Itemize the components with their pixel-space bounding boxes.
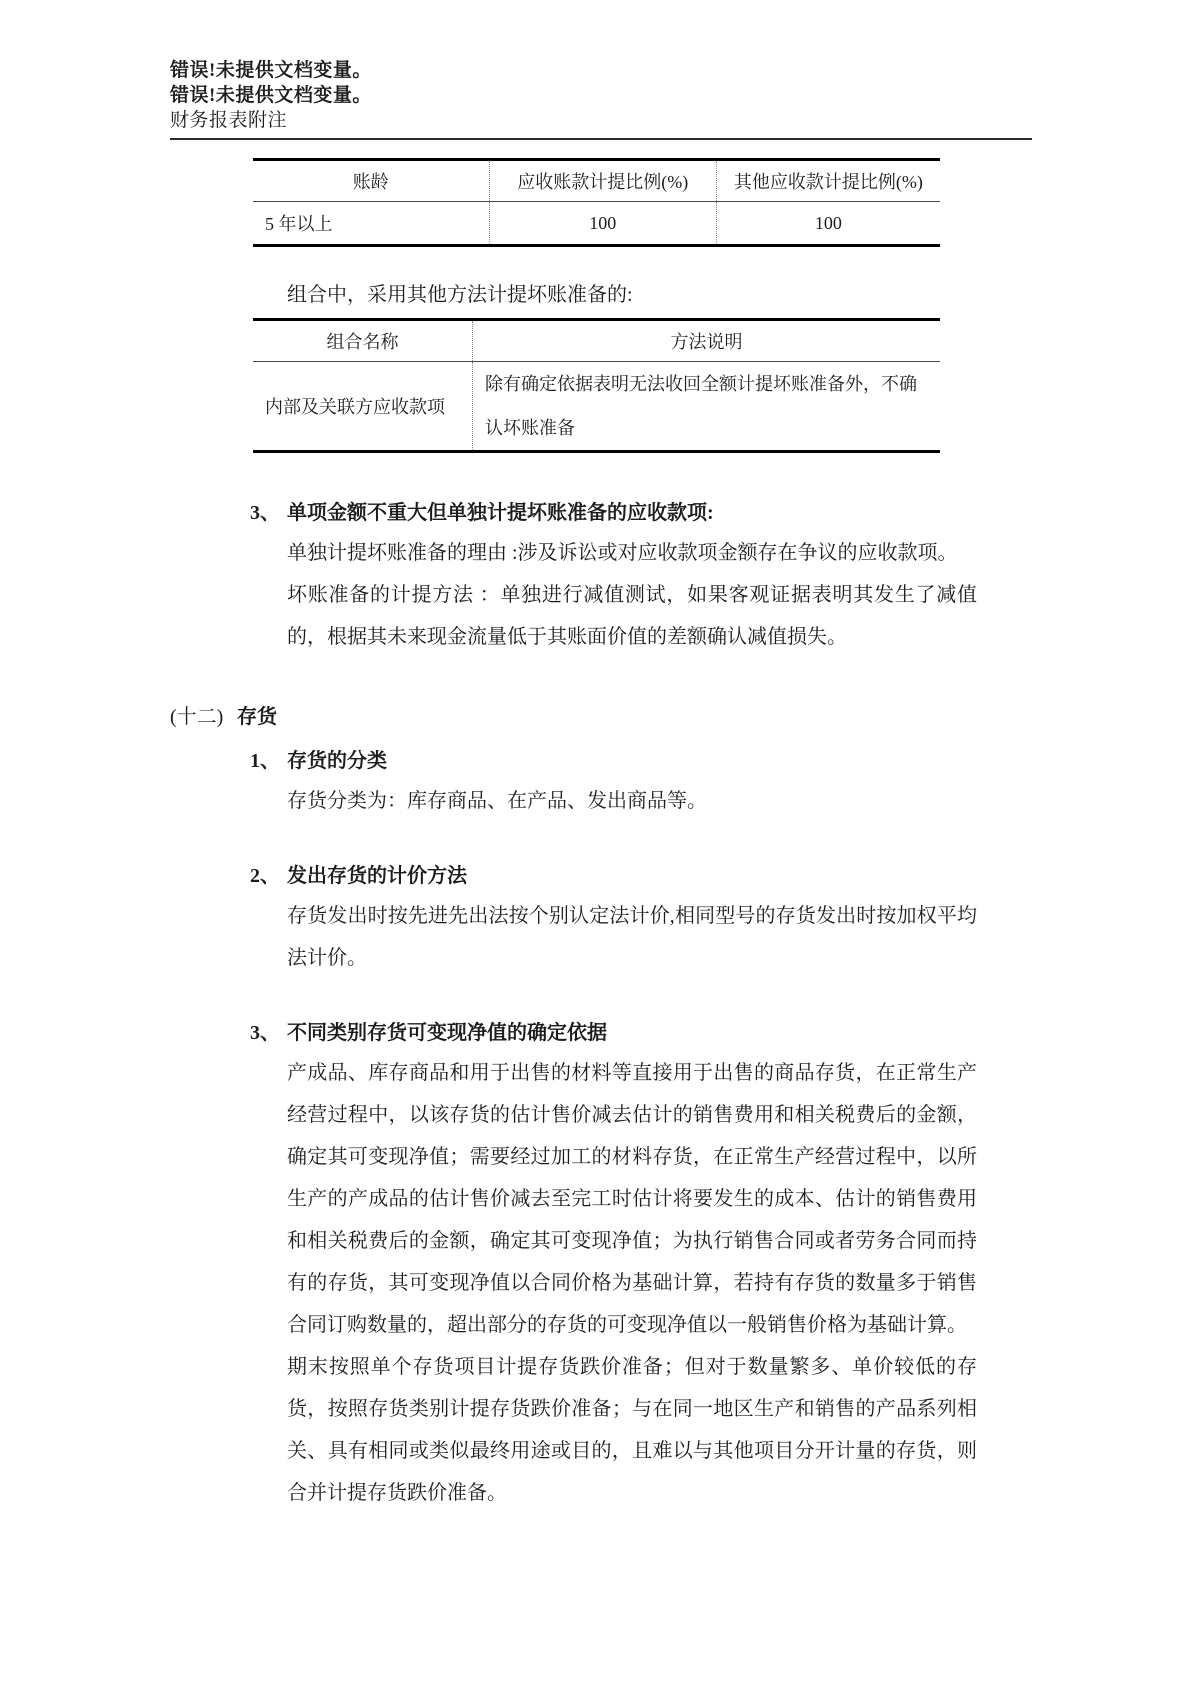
header-error-line-1: 错误!未提供文档变量。 <box>170 60 372 81</box>
aging-cell-receivable-ratio: 100 <box>489 202 716 246</box>
section-heading <box>170 702 1200 732</box>
combo-column-header-method: 方法说明 <box>473 320 941 362</box>
subsection-net-realizable-value-basis <box>250 1019 1200 1514</box>
subsection-title: 发出存货的计价方法 <box>287 865 467 887</box>
subsection-heading <box>250 1019 1200 1047</box>
subsection-inventory-issuing-valuation <box>250 862 1200 979</box>
section-inventory <box>170 702 1200 1514</box>
combo-column-header-name: 组合名称 <box>253 320 473 362</box>
aging-cell-other-ratio: 100 <box>716 202 940 246</box>
aging-cell-age: 5 年以上 <box>265 214 333 234</box>
paragraph: 产成品、库存商品和用于出售的材料等直接用于出售的商品存货，在正常生产经营过程中，以该存货的估计售价减去估计的销售费用和相关税费后的金额，确定其可变现净值；需要经过加工的材料存货，在正常生产经营过程中，以所生产的产成品的估计售价减去至完工时估计将要发生的成本、估计的销售费用和相关税费后的金额，确定其可变现净值；为执行销售合同或者劳务合同而持有的存货，其可变现净值以合同价格为基础计算，若持有存货的数量多于销售合同订购数量的，超出部分的存货的可变现净值以一般销售价格为基础计算。 <box>287 1062 977 1336</box>
table-row <box>253 202 940 246</box>
aging-column-header-other-ratio: 其他应收款计提比例(%) <box>716 160 940 202</box>
subsection-number: 1、 <box>250 750 280 772</box>
combo-cell-method: 除有确定依据表明无法收回全额计提坏账准备外，不确认坏账准备 <box>473 362 941 452</box>
section-heading <box>250 499 1200 527</box>
section-title: 单项金额不重大但单独计提坏账准备的应收款项: <box>287 502 714 524</box>
subsection-title: 不同类别存货可变现净值的确定依据 <box>287 1022 607 1044</box>
combination-intro-text: 组合中，采用其他方法计提坏账准备的: <box>287 284 633 306</box>
paragraph: 单独计提坏账准备的理由 :涉及诉讼或对应收款项金额存在争议的应收款项。 <box>287 542 958 564</box>
section-individually-assessed-receivables <box>250 499 1200 658</box>
section-body <box>287 532 977 658</box>
subsection-title: 存货的分类 <box>287 750 387 772</box>
paragraph: 存货发出时按先进先出法按个别认定法计价,相同型号的存货发出时按加权平均法计价。 <box>287 905 977 969</box>
combo-cell-name: 内部及关联方应收款项 <box>265 397 445 417</box>
subsection-body <box>287 895 977 979</box>
subsection-body <box>287 1052 977 1514</box>
header-subtitle: 财务报表附注 <box>170 110 288 131</box>
subsection-number: 3、 <box>250 1022 280 1044</box>
paragraph: 期末按照单个存货项目计提存货跌价准备；但对于数量繁多、单价较低的存货，按照存货类别计提存货跌价准备；与在同一地区生产和销售的产品系列相关、具有相同或类似最终用途或目的，且难以与其他项目分开计量的存货，则合并计提存货跌价准备。 <box>287 1356 977 1504</box>
table-row <box>253 362 940 452</box>
subsection-inventory-classification <box>250 747 1200 822</box>
aging-table-header-row <box>253 160 940 202</box>
paragraph: 坏账准备的计提方法 ：单独进行减值测试，如果客观证据表明其发生了减值的，根据其未来现金流量低于其账面价值的差额确认减值损失。 <box>287 584 977 648</box>
combination-method-table <box>253 318 940 453</box>
section-number: (十二) <box>170 706 224 728</box>
paragraph: 存货分类为：库存商品、在产品、发出商品等。 <box>287 790 707 812</box>
subsection-number: 2、 <box>250 865 280 887</box>
header-error-line-2: 错误!未提供文档变量。 <box>170 85 372 106</box>
aging-column-header-age: 账龄 <box>253 160 489 202</box>
section-title: 存货 <box>237 706 277 728</box>
subsection-heading <box>250 747 1200 775</box>
page-header <box>170 58 1032 140</box>
subsection-heading <box>250 862 1200 890</box>
section-number: 3、 <box>250 502 280 524</box>
aging-provision-table <box>253 158 940 247</box>
subsection-body <box>287 780 977 822</box>
combo-table-header-row <box>253 320 940 362</box>
aging-column-header-receivable-ratio: 应收账款计提比例(%) <box>489 160 716 202</box>
